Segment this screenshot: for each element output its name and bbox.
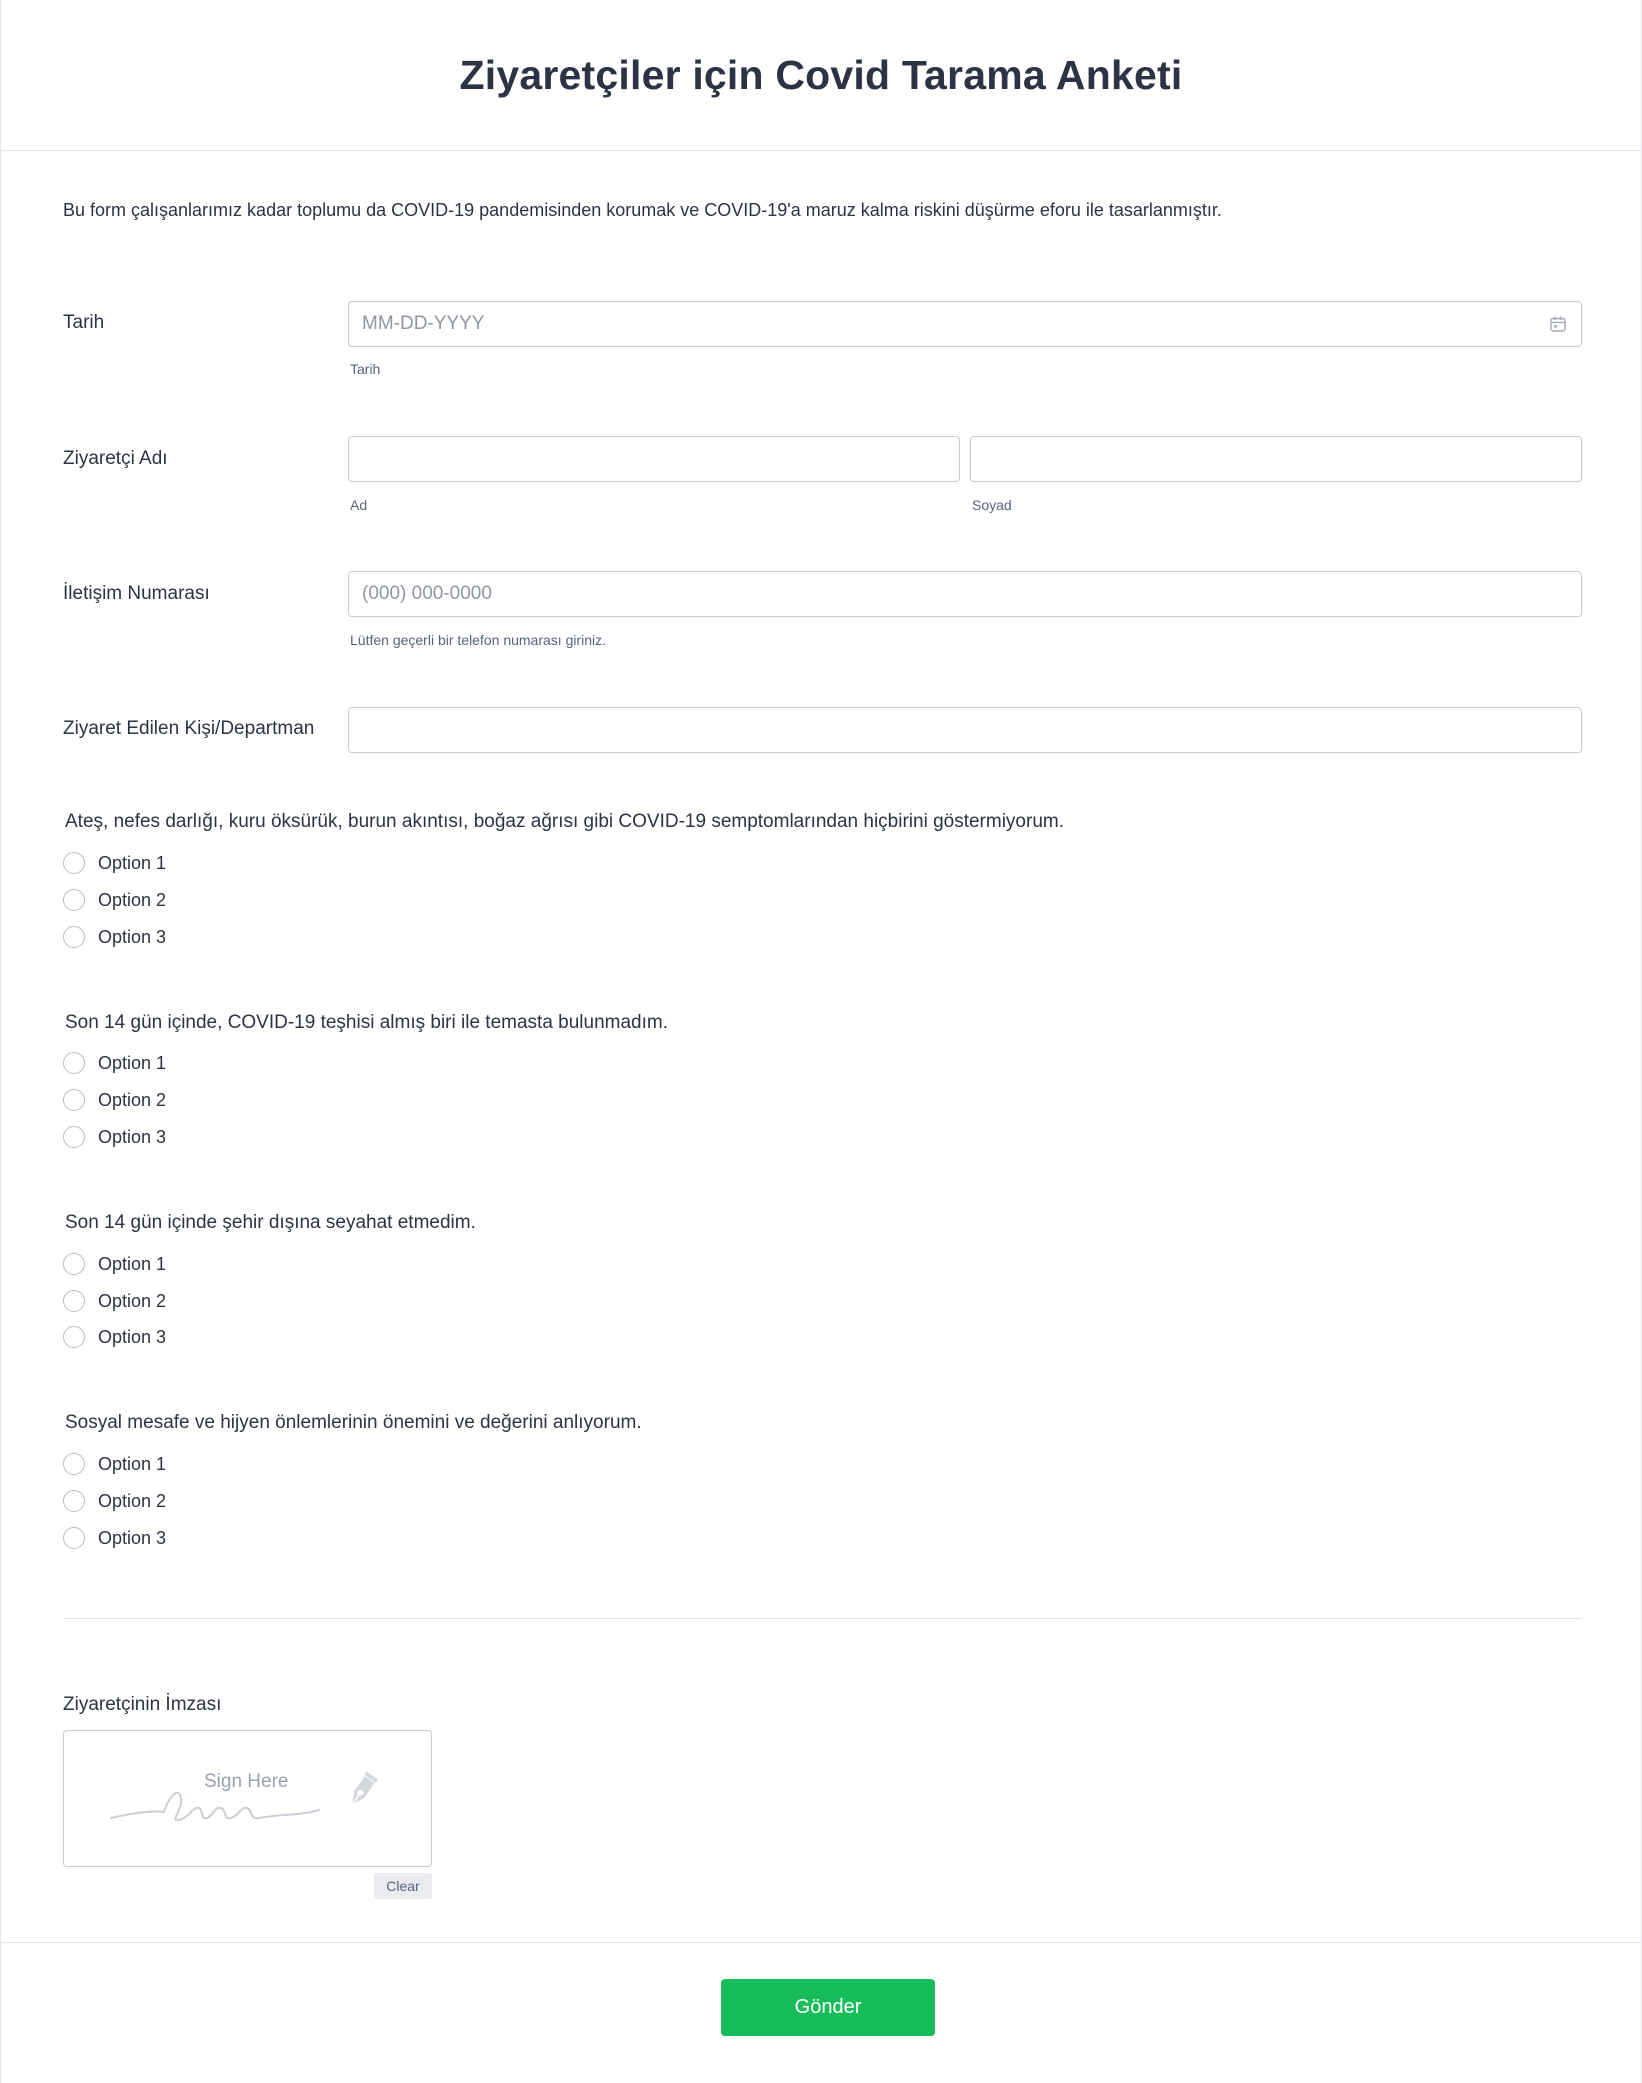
q4-option-1[interactable] <box>63 1453 166 1475</box>
phone-placeholder: (000) 000-0000 <box>362 583 492 604</box>
q1-option-1[interactable] <box>63 852 166 874</box>
option-label: Option 3 <box>98 1126 167 1147</box>
option-label: Option 2 <box>98 1290 167 1311</box>
radio-button[interactable] <box>63 926 85 948</box>
radio-button[interactable] <box>63 1253 85 1275</box>
q1-option-3[interactable] <box>63 926 166 948</box>
radio-button[interactable] <box>63 1089 85 1111</box>
clear-signature-button[interactable]: Clear <box>374 1873 432 1899</box>
first-name-sublabel: Ad <box>350 497 368 513</box>
q4-option-3[interactable] <box>63 1527 166 1549</box>
option-label: Option 1 <box>98 1052 167 1073</box>
option-label: Option 3 <box>98 926 167 947</box>
signature-scribble-icon <box>109 1776 379 1836</box>
date-label: Tarih <box>63 312 105 333</box>
radio-button[interactable] <box>63 889 85 911</box>
question-1: Ateş, nefes darlığı, kuru öksürük, burun akıntısı, boğaz ağrısı gibi COVID-19 semptomlarından hiçbirini göstermiyorum. <box>65 811 1065 832</box>
last-name-sublabel: Soyad <box>972 497 1012 513</box>
radio-button[interactable] <box>63 1126 85 1148</box>
option-label: Option 1 <box>98 1253 167 1274</box>
form-description: Bu form çalışanlarımız kadar toplumu da COVID-19 pandemisinden korumak ve COVID-19'a maruz kalma riskini düşürme eforu ile tasarlanmıştır. <box>63 200 1222 220</box>
radio-button[interactable] <box>63 1290 85 1312</box>
first-name-input[interactable] <box>348 436 960 482</box>
submit-button[interactable]: Gönder <box>721 1979 935 2036</box>
q2-option-2[interactable] <box>63 1089 166 1111</box>
form-footer-divider <box>1 1942 1641 1943</box>
radio-button[interactable] <box>63 852 85 874</box>
signature-pad[interactable] <box>63 1730 432 1867</box>
option-label: Option 3 <box>98 1527 167 1548</box>
visitor-name-label: Ziyaretçi Adı <box>63 448 168 469</box>
q2-option-3[interactable] <box>63 1126 166 1148</box>
radio-button[interactable] <box>63 1527 85 1549</box>
q3-option-3[interactable] <box>63 1326 166 1348</box>
option-label: Option 2 <box>98 1089 167 1110</box>
option-label: Option 2 <box>98 889 167 910</box>
radio-button[interactable] <box>63 1326 85 1348</box>
question-2: Son 14 gün içinde, COVID-19 teşhisi almış biri ile temasta bulunmadım. <box>65 1012 668 1033</box>
q4-option-2[interactable] <box>63 1490 166 1512</box>
signature-label: Ziyaretçinin İmzası <box>63 1694 222 1715</box>
option-label: Option 2 <box>98 1490 167 1511</box>
date-sublabel: Tarih <box>350 361 381 377</box>
phone-input[interactable] <box>348 571 1582 617</box>
visited-input[interactable] <box>348 707 1582 753</box>
radio-button[interactable] <box>63 1453 85 1475</box>
phone-sublabel: Lütfen geçerli bir telefon numarası giriniz. <box>350 632 607 648</box>
question-4: Sosyal mesafe ve hijyen önlemlerinin önemini ve değerini anlıyorum. <box>65 1412 642 1433</box>
q3-option-2[interactable] <box>63 1290 166 1312</box>
date-placeholder: MM-DD-YYYY <box>362 313 485 334</box>
option-label: Option 1 <box>98 1453 167 1474</box>
form-title: Ziyaretçiler için Covid Tarama Anketi <box>459 51 1183 98</box>
calendar-icon[interactable] <box>1549 315 1567 333</box>
option-label: Option 1 <box>98 852 167 873</box>
q1-option-2[interactable] <box>63 889 166 911</box>
pen-icon <box>340 1771 382 1813</box>
form-header <box>1 0 1641 151</box>
phone-label: İletişim Numarası <box>63 583 210 604</box>
q3-option-1[interactable] <box>63 1253 166 1275</box>
last-name-input[interactable] <box>970 436 1582 482</box>
date-input[interactable] <box>348 301 1582 347</box>
signature-hint: Sign Here <box>204 1771 289 1792</box>
question-3: Son 14 gün içinde şehir dışına seyahat etmedim. <box>65 1212 476 1233</box>
option-label: Option 3 <box>98 1326 167 1347</box>
radio-button[interactable] <box>63 1052 85 1074</box>
radio-button[interactable] <box>63 1490 85 1512</box>
visited-label: Ziyaret Edilen Kişi/Departman <box>63 718 315 739</box>
section-divider <box>63 1618 1582 1619</box>
q2-option-1[interactable] <box>63 1052 166 1074</box>
